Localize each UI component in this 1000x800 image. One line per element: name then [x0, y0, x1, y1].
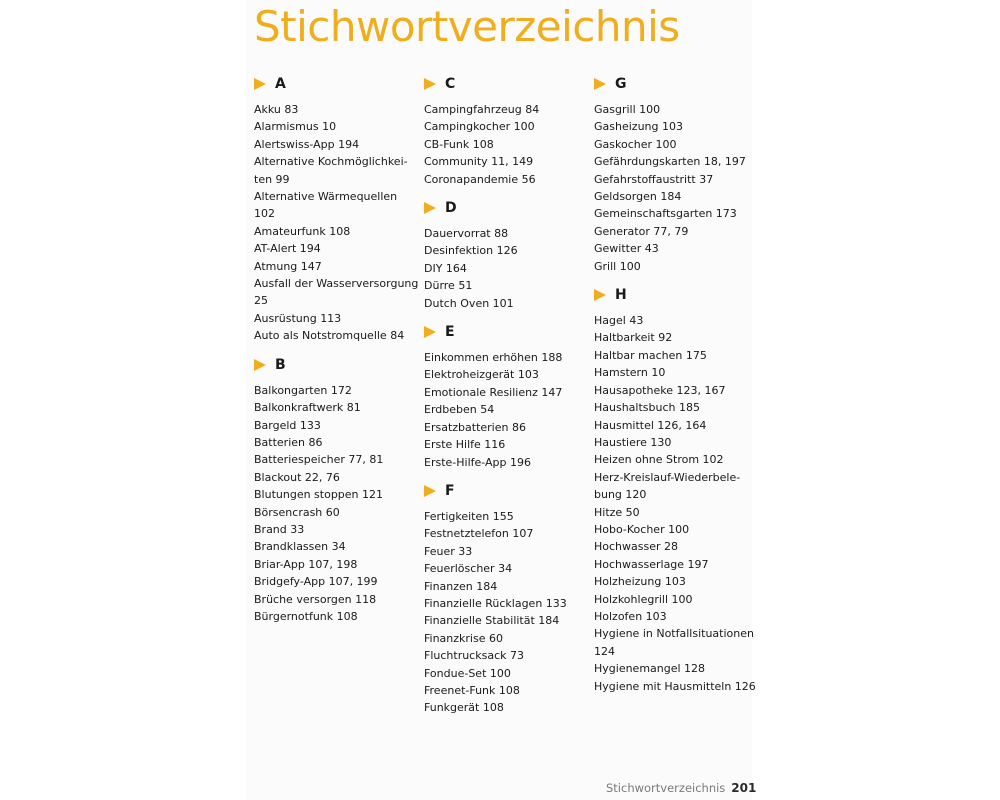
letter-section-b	[254, 353, 422, 626]
letter-section-c	[424, 72, 592, 188]
page-title: Stichwortverzeichnis	[254, 2, 680, 51]
index-entry: Heizen ohne Strom 102	[594, 453, 724, 467]
index-entry: Finanzen 184	[424, 579, 498, 593]
index-entry: Brandklassen 34	[254, 540, 346, 554]
letter-heading	[594, 283, 762, 307]
index-entry: Blutungen stoppen 121	[254, 488, 384, 502]
index-entry: Freenet-Funk 108	[424, 683, 520, 697]
triangle-arrow-icon	[594, 289, 606, 301]
index-entry: Holzheizung 103	[594, 575, 686, 589]
section-letter: B	[275, 356, 286, 373]
index-entry: Gemeinschaftsgarten 173	[594, 207, 737, 221]
index-entry: Ausrüstung 113	[254, 311, 342, 325]
index-entry: Erste Hilfe 116	[424, 438, 506, 452]
page-number: 201	[731, 781, 757, 795]
index-entry: Blackout 22, 76	[254, 470, 340, 484]
letter-heading	[424, 196, 592, 220]
index-entry: Elektroheizgerät 103	[424, 368, 539, 382]
index-entry: Haltbar machen 175	[594, 348, 707, 362]
index-column-1	[254, 72, 422, 625]
letter-section-h	[594, 283, 762, 695]
index-column-3	[594, 72, 762, 695]
section-letter: A	[275, 76, 286, 92]
index-entry: Alarmismus 10	[254, 120, 337, 134]
index-entry: Brand 33	[254, 522, 305, 536]
index-entry: Finanzkrise 60	[424, 631, 503, 645]
index-entry: Dauervorrat 88	[424, 227, 509, 241]
index-entry: DIY 164	[424, 261, 467, 275]
letter-section-e	[424, 320, 592, 471]
index-entry: Balkonkraftwerk 81	[254, 401, 361, 415]
letter-heading	[594, 72, 762, 96]
index-entry: Finanzielle Stabilität 184	[424, 614, 560, 628]
index-entry: Campingfahrzeug 84	[424, 103, 540, 116]
index-entry: Auto als Notstromquelle 84	[254, 329, 405, 343]
index-entry: Hobo-Kocher 100	[594, 522, 690, 536]
index-entry: ten 99	[254, 172, 290, 186]
index-entry: 124	[594, 644, 615, 658]
index-entry: Fondue-Set 100	[424, 666, 511, 680]
index-entry: Brüche versorgen 118	[254, 592, 377, 606]
index-entry: Erdbeben 54	[424, 403, 495, 417]
triangle-arrow-icon	[424, 78, 436, 90]
index-entry: Börsencrash 60	[254, 505, 340, 519]
index-entry: Feuerlöscher 34	[424, 562, 513, 576]
letter-heading	[254, 72, 422, 96]
index-entry: Gefährdungskarten 18, 197	[594, 155, 746, 169]
section-letter: H	[615, 287, 627, 304]
index-entry: Gewitter 43	[594, 242, 659, 256]
triangle-arrow-icon	[254, 78, 266, 90]
index-entry: Funkgerät 108	[424, 701, 504, 715]
index-entry: Haltbarkeit 92	[594, 331, 673, 345]
triangle-arrow-icon	[424, 326, 436, 338]
triangle-arrow-icon	[424, 485, 436, 497]
index-entry: Fluchtrucksack 73	[424, 649, 524, 663]
index-entry: 25	[254, 294, 268, 308]
triangle-arrow-icon	[254, 359, 266, 371]
section-letter: F	[445, 482, 455, 499]
index-entry: AT-Alert 194	[254, 242, 321, 256]
triangle-arrow-icon	[594, 78, 606, 90]
index-entry: Hausmittel 126, 164	[594, 418, 707, 432]
index-entry: Hausapotheke 123, 167	[594, 383, 726, 397]
index-entry: Fertigkeiten 155	[424, 509, 514, 523]
index-column-2	[424, 72, 592, 717]
index-entry: Geldsorgen 184	[594, 190, 682, 204]
index-entry: Hochwasser 28	[594, 540, 679, 554]
letter-heading	[424, 320, 592, 344]
index-entry: Bridgefy-App 107, 199	[254, 575, 378, 589]
index-entry: Alternative Kochmöglichkei-	[254, 155, 408, 169]
letter-section-f	[424, 479, 592, 717]
index-entry: Gefahrstoffaustritt 37	[594, 172, 714, 186]
index-entry: Hygienemangel 128	[594, 662, 706, 676]
index-entry: Alertswiss-App 194	[254, 137, 360, 151]
index-entry: Hagel 43	[594, 314, 644, 328]
index-entry: Bürgernotfunk 108	[254, 609, 358, 623]
index-entry: Campingkocher 100	[424, 120, 535, 134]
triangle-arrow-icon	[424, 202, 436, 214]
index-entry: Haustiere 130	[594, 435, 672, 449]
index-entry: Hochwasserlage 197	[594, 557, 709, 571]
index-entry: Atmung 147	[254, 259, 322, 273]
index-entry: Hitze 50	[594, 505, 640, 519]
section-letter: D	[445, 200, 457, 217]
index-entry: Herz-Kreislauf-Wiederbele-	[594, 470, 741, 484]
index-entry: 102	[254, 207, 275, 221]
index-entry: Desinfektion 126	[424, 244, 518, 258]
index-entry: Gasheizung 103	[594, 120, 683, 134]
letter-section-d	[424, 196, 592, 312]
letter-heading	[424, 72, 592, 96]
index-entry: Ausfall der Wasserversorgung	[254, 277, 419, 291]
index-entry: Balkongarten 172	[254, 383, 352, 397]
index-entry: Holzkohlegrill 100	[594, 592, 693, 606]
index-entry: Hamstern 10	[594, 366, 666, 380]
page-footer	[606, 781, 757, 799]
index-entry: Einkommen erhöhen 188	[424, 351, 563, 365]
index-entry: Erste-Hilfe-App 196	[424, 455, 531, 469]
index-entry: Festnetztelefon 107	[424, 527, 534, 541]
index-entry: Generator 77, 79	[594, 224, 689, 238]
index-entry: Holzofen 103	[594, 609, 667, 623]
section-letter: E	[445, 324, 455, 341]
index-entry: Grill 100	[594, 259, 641, 273]
index-entry: Community 11, 149	[424, 155, 534, 169]
letter-section-a	[254, 72, 422, 345]
index-entry: Dutch Oven 101	[424, 296, 514, 310]
index-entry: Feuer 33	[424, 544, 473, 558]
section-letter: C	[445, 76, 456, 92]
index-entry: Gasgrill 100	[594, 103, 661, 116]
index-entry: CB-Funk 108	[424, 137, 494, 151]
index-entry: Akku 83	[254, 103, 299, 116]
index-entry: Finanzielle Rücklagen 133	[424, 596, 567, 610]
letter-section-g	[594, 72, 762, 275]
index-entry: Haushaltsbuch 185	[594, 401, 700, 415]
index-entry: Coronapandemie 56	[424, 172, 536, 186]
index-entry: Batteriespeicher 77, 81	[254, 453, 384, 467]
index-entry: Emotionale Resilienz 147	[424, 385, 563, 399]
index-entry: bung 120	[594, 488, 647, 502]
section-letter: G	[615, 76, 627, 92]
index-entry: Hygiene in Notfallsituationen	[594, 627, 754, 641]
index-entry: Briar-App 107, 198	[254, 557, 358, 571]
index-entry: Hygiene mit Hausmitteln 126	[594, 679, 756, 693]
index-entry: Batterien 86	[254, 435, 323, 449]
index-entry: Dürre 51	[424, 279, 473, 293]
index-entry: Alternative Wärmequellen	[254, 190, 398, 204]
letter-heading	[424, 479, 592, 503]
index-entry: Amateurfunk 108	[254, 224, 351, 238]
index-entry: Bargeld 133	[254, 418, 321, 432]
letter-heading	[254, 353, 422, 377]
index-entry: Ersatzbatterien 86	[424, 420, 526, 434]
footer-label: Stichwortverzeichnis	[606, 781, 726, 795]
index-entry: Gaskocher 100	[594, 137, 677, 151]
